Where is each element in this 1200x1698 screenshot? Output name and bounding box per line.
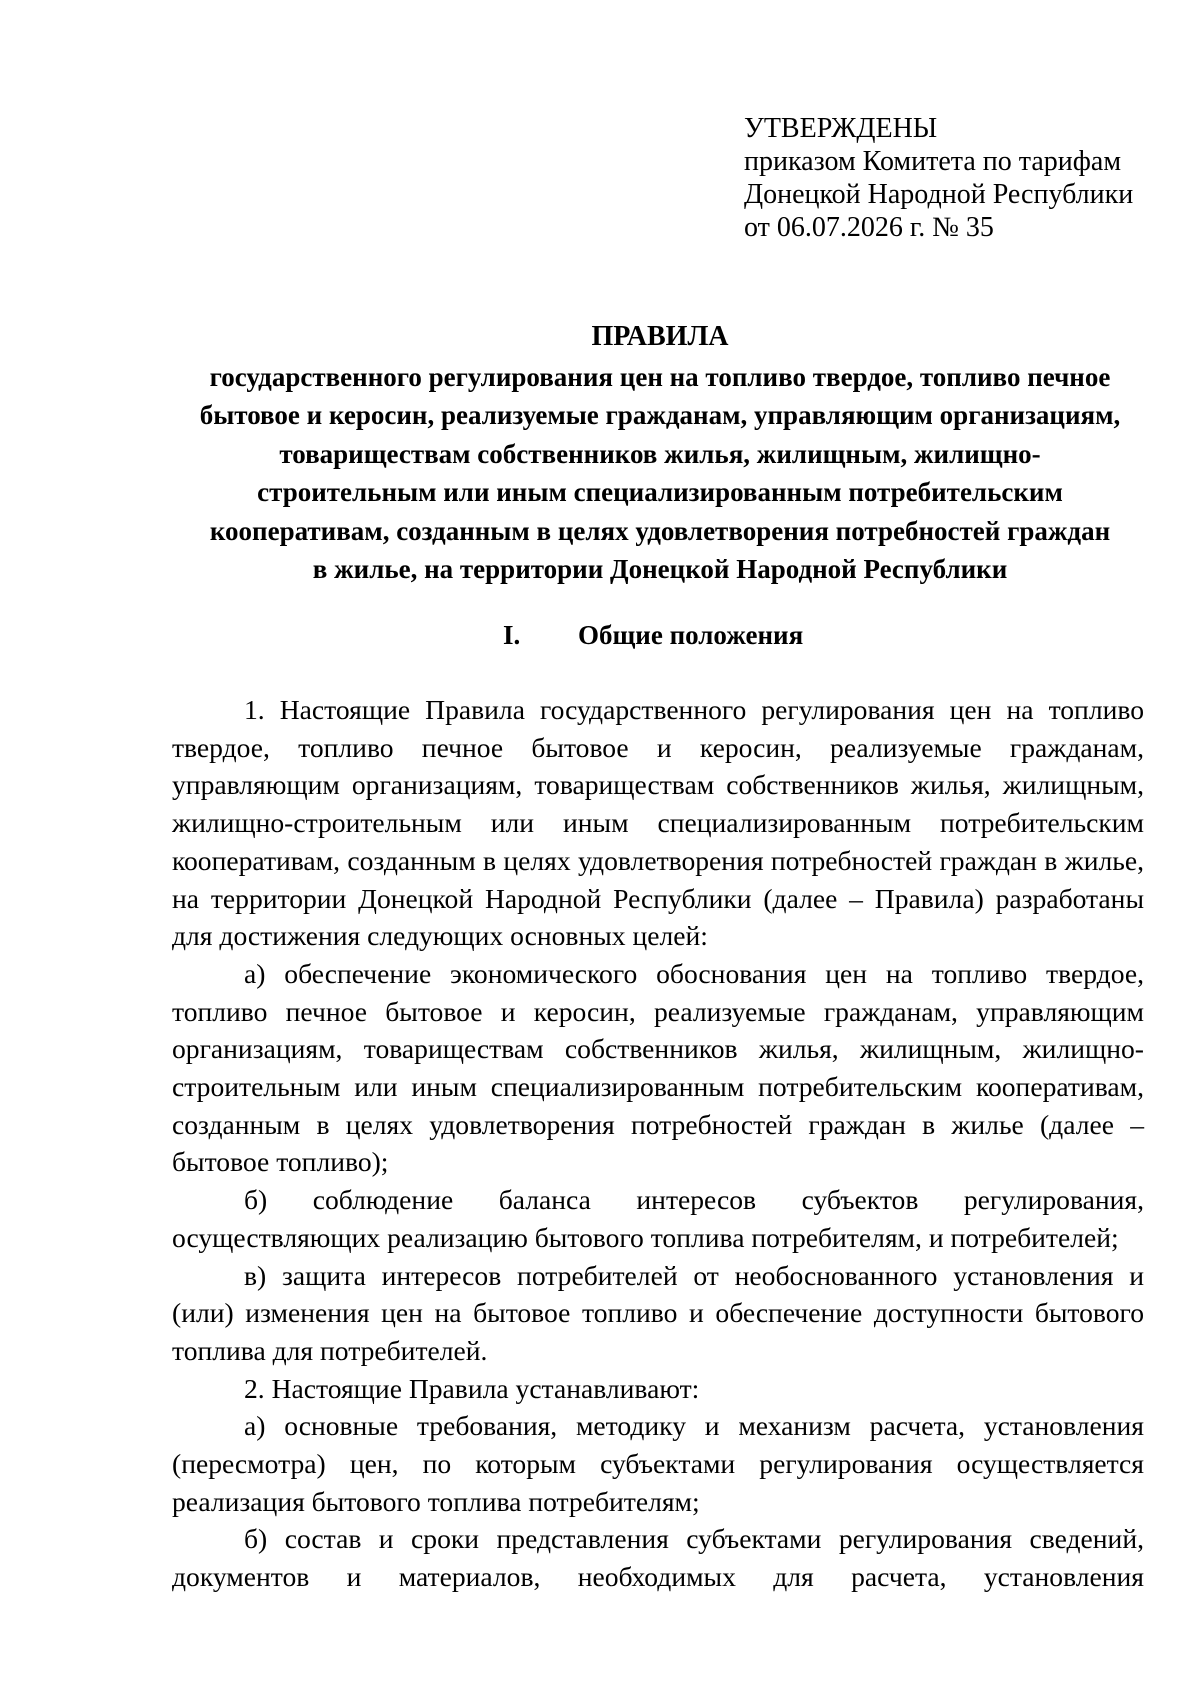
approval-authority: приказом Комитета по тарифам	[744, 146, 1122, 177]
paragraph: а) основные требования, методику и механизм расчета, установления (пересмотра) цен, по которым субъектами регулирования осуществляется реализация бытового топлива потребителям;	[172, 1410, 1144, 1517]
paragraph: в) защита интересов потребителей от необоснованного установления и (или) изменения цен на бытовое топливо и обеспечение доступности бытового топлива для потребителей.	[172, 1259, 1144, 1366]
title-line: в жилье, на территории Донецкой Народной Республики	[312, 554, 1008, 584]
section-title: Общие положения	[578, 620, 804, 650]
approval-date-number: от 06.07.2026 г. № 35	[744, 212, 994, 243]
title-line: государственного регулирования цен на топливо твердое, топливо печное	[209, 361, 1111, 392]
section-number: I.	[503, 620, 521, 650]
paragraph: 1. Настоящие Правила государственного регулирования цен на топливо твердое, топливо печное бытовое и керосин, реализуемые гражданам, управляющим организациям, товариществам собственников жилья, жилищным, жилищно-строительным или иным специализированным потребительским кооперативам, созданным в целях удовлетворения потребностей граждан в жилье, на территории Донецкой Народной Республики (далее – Правила) разработаны для достижения следующих основных целей:	[172, 694, 1144, 952]
document-title	[160, 318, 1160, 589]
approval-republic: Донецкой Народной Республики	[744, 179, 1134, 210]
paragraph: а) обеспечение экономического обоснования цен на топливо твердое, топливо печное бытовое и керосин, реализуемые гражданам, управляющим организациям, товариществам собственников жилья, жилищным, жилищно-строительным или иным специализированным потребительским кооперативам, созданным в целях удовлетворения потребностей граждан в жилье (далее – бытовое топливо);	[172, 957, 1144, 1178]
approval-title: УТВЕРЖДЕНЫ	[744, 113, 938, 144]
title-line: бытовое и керосин, реализуемые гражданам, управляющим организациям,	[199, 400, 1121, 430]
document-body	[172, 691, 1144, 1596]
paragraph: 2. Настоящие Правила устанавливают:	[244, 1372, 700, 1404]
paragraph: б) соблюдение баланса интересов субъектов регулирования, осуществляющих реализацию бытового топлива потребителям, и потребителей;	[172, 1184, 1144, 1253]
approval-stamp	[744, 112, 1164, 244]
title-line: товариществам собственников жилья, жилищным, жилищно-	[279, 438, 1041, 469]
title-main: ПРАВИЛА	[591, 321, 729, 352]
title-line: кооперативам, созданным в целях удовлетворения потребностей граждан	[209, 515, 1111, 546]
paragraph: б) состав и сроки представления субъектами регулирования сведений, документов и материалов, необходимых для расчета, установления	[172, 1523, 1144, 1593]
title-line: строительным или иным специализированным потребительским	[257, 477, 1063, 507]
